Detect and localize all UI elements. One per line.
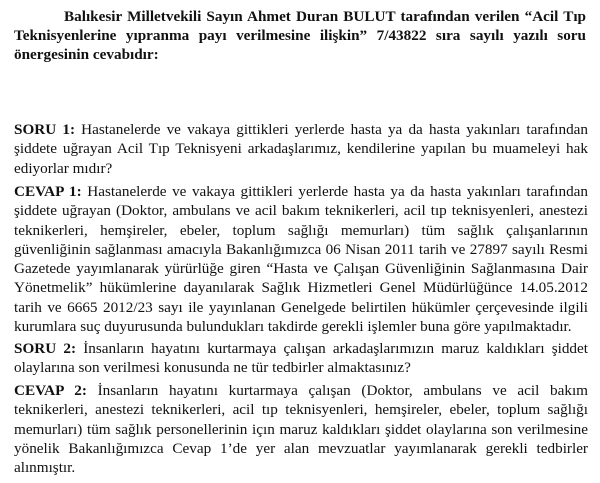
- answer-1-label: CEVAP 1:: [14, 183, 82, 200]
- answer-1: [14, 182, 588, 336]
- answer-2-text: İnsanların hayatını kurtarmaya çalışan (Doktor, ambulans ve acil bakım teknikerleri, anestezi teknikerleri, acil tıp teknisyenleri, hemşireler, ebeler, toplum sağlığı memurları) tüm sağlık personellerinin içın maruz kaldıkları şiddet olaylarına son verilmesine yönelik Bakanlığımızca Cevap 1’de yer alan mevzuatlar yayımlanarak gerekli tedbirler alınmıştır.: [14, 382, 588, 477]
- answer-2-label: CEVAP 2:: [14, 382, 87, 399]
- header-text: Balıkesir Milletvekili Sayın Ahmet Duran BULUT tarafından verilen “Acil Tıp Teknisyenlerine yıpranma payı verilmesine ilişkin” 7/43822 sıra sayılı yazılı soru önergesinin cevabıdır:: [14, 8, 586, 63]
- question-2-text: İnsanların hayatını kurtarmaya çalışan arkadaşlarımızın maruz kaldıkları şiddet olaylarına son verilmesi konusunda ne tür tedbirler almaktasınız?: [14, 340, 588, 377]
- question-2-label: SORU 2:: [14, 340, 77, 357]
- answer-1-text: Hastanelerde ve vakaya gittikleri yerlerde hasta ya da hasta yakınları tarafından şiddete uğrayan (Doktor, ambulans ve acil bakım teknikerleri, acil tıp teknisyenleri, anestezi teknikerleri, hemşireler, ebeler, toplum sağlığı memurları) tüm sağlık çalışanlarının güvenliğinin sağlanması amacıyla Bakanlığımızca 06 Nisan 2011 tarih ve 27897 sayılı Resmi Gazetede yayımlanarak yürürlüğe giren “Hasta ve Çalışan Güvenliğinin Sağlanmasına Dair Yönetmelik” hükümlerine dayanılarak Sağlık Hizmetleri Genel Müdürlüğünce 14.05.2012 tarih ve 6665 2012/23 sayı ile yayınlanan Genelgede belirtilen hükümler çerçevesinde ilgili kurumlara suç duyurusunda bulundukları takdirde gerekli işlemler buna göre yapılmaktadır.: [14, 183, 588, 336]
- question-1: [14, 120, 588, 178]
- question-1-text: Hastanelerde ve vakaya gittikleri yerlerde hasta ya da hasta yakınları tarafından şiddete uğrayan Acil Tıp Teknisyeni arkadaşlarımız, kendilerine yapılan bu muameleyi hak ediyorlar mıdır?: [14, 121, 588, 177]
- answer-2: [14, 381, 588, 477]
- question-1-label: SORU 1:: [14, 121, 76, 138]
- document-header: [14, 7, 586, 64]
- question-2: [14, 339, 588, 378]
